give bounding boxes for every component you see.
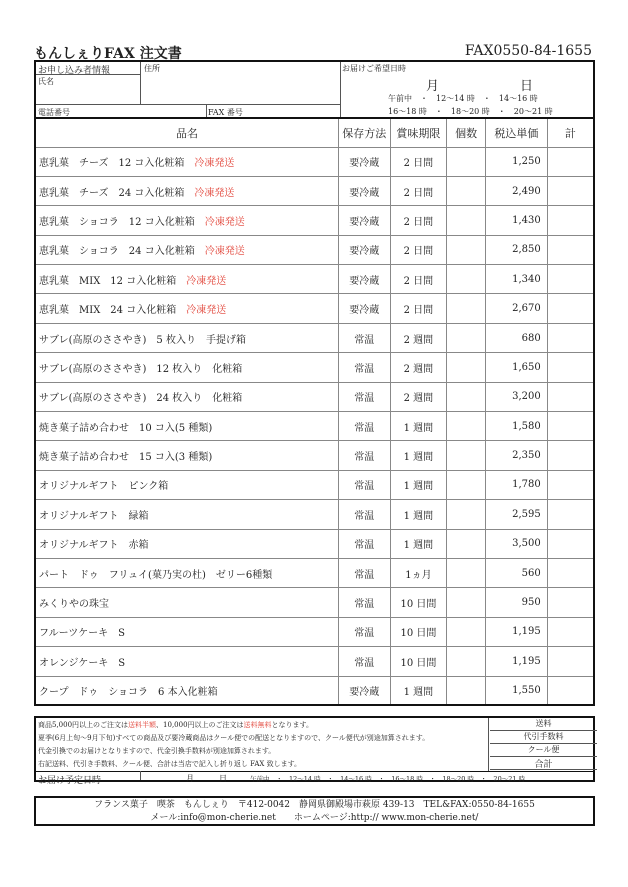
table-row [35, 558, 594, 587]
fee-cool: クール便 [490, 744, 597, 757]
table-row [35, 676, 594, 705]
item-name: 恵乳菓 ショコラ 24 コ入化粧箱 冷凍発送 [35, 235, 338, 264]
fax-number: FAX0550-84-1655 [464, 43, 592, 59]
item-name: オリジナルギフト 緑箱 [35, 500, 338, 529]
item-expiry: 1 週間 [390, 470, 447, 499]
item-price: 2,350 [485, 441, 547, 470]
item-storage: 要冷蔵 [338, 206, 390, 235]
item-total [547, 470, 594, 499]
item-qty[interactable] [447, 206, 486, 235]
item-storage: 常温 [338, 588, 390, 617]
item-expiry: 1 週間 [390, 500, 447, 529]
item-price: 1,780 [485, 470, 547, 499]
item-price: 1,195 [485, 647, 547, 676]
item-storage: 要冷蔵 [338, 294, 390, 323]
delivery-plan-slots[interactable]: 午前中 ・ 12〜14 時 ・ 14〜16 時 ・ 16〜18 時 ・ 18〜20 時 ・ 20〜21 時 [250, 775, 526, 783]
item-storage: 要冷蔵 [338, 235, 390, 264]
item-total [547, 558, 594, 587]
item-total [547, 647, 594, 676]
item-storage: 要冷蔵 [338, 147, 390, 176]
fee-shipping: 送料 [490, 718, 597, 731]
item-expiry: 2 日間 [390, 265, 447, 294]
item-price: 950 [485, 588, 547, 617]
item-price: 1,580 [485, 412, 547, 441]
item-name: 焼き菓子詰め合わせ 15 コ入(3 種類) [35, 441, 338, 470]
address-label: 住所 [144, 64, 160, 73]
month-label: 月 [426, 79, 440, 94]
shop-address: フランス菓子 喫茶 もんしぇり 〒412-0042 静岡県御殿場市萩原 439-13 TEL&FAX:0550-84-1655 [94, 800, 535, 810]
table-row [35, 441, 594, 470]
item-price: 680 [485, 323, 547, 352]
item-price: 1,650 [485, 353, 547, 382]
notes-box [34, 716, 595, 786]
item-name: パート ドゥ フリュイ(菓乃実の杜) ゼリー6種類 [35, 558, 338, 587]
table-row [35, 588, 594, 617]
item-price: 1,250 [485, 147, 547, 176]
item-total [547, 176, 594, 205]
item-shipping-note: 冷凍発送 [186, 305, 227, 317]
item-total [547, 676, 594, 705]
item-price: 560 [485, 558, 547, 587]
item-expiry: 1 週間 [390, 529, 447, 558]
item-qty[interactable] [447, 558, 486, 587]
item-total [547, 206, 594, 235]
item-storage: 常温 [338, 470, 390, 499]
item-name: フルーツケーキ S [35, 617, 338, 646]
delivery-plan-label: お届け予定日時 [38, 776, 102, 786]
delivery-date-label: お届けご希望日時 [342, 64, 406, 73]
item-total [547, 529, 594, 558]
item-price: 1,430 [485, 206, 547, 235]
item-name: サブレ(高原のささやき) 24 枚入り 化粧箱 [35, 382, 338, 411]
item-qty[interactable] [447, 441, 486, 470]
item-storage: 常温 [338, 323, 390, 352]
name-label: 氏名 [38, 77, 54, 86]
item-total [547, 412, 594, 441]
table-row [35, 382, 594, 411]
item-price: 2,490 [485, 176, 547, 205]
table-row [35, 265, 594, 294]
item-name: サブレ(高原のささやき) 5 枚入り 手提げ箱 [35, 323, 338, 352]
item-qty[interactable] [447, 294, 486, 323]
item-qty[interactable] [447, 176, 486, 205]
item-price: 1,550 [485, 676, 547, 705]
item-name: サブレ(高原のささやき) 12 枚入り 化粧箱 [35, 353, 338, 382]
item-total [547, 235, 594, 264]
item-qty[interactable] [447, 323, 486, 352]
note-fax-reply: 右記送料、代引き手数料、クール便、合計は当店で記入し折り返し FAX 致します。 [38, 760, 302, 768]
item-qty[interactable] [447, 676, 486, 705]
item-shipping-note: 冷凍発送 [194, 158, 235, 170]
item-qty[interactable] [447, 617, 486, 646]
col-qty-header: 個数 [447, 118, 486, 147]
item-qty[interactable] [447, 265, 486, 294]
page-title: もんしぇりFAX 注文書 [34, 46, 182, 62]
item-qty[interactable] [447, 588, 486, 617]
shop-contact[interactable]: メール:info@mon-cherie.net ホームページ:http:// www.mon-cherie.net/ [150, 813, 479, 823]
item-expiry: 1 週間 [390, 412, 447, 441]
item-name: 焼き菓子詰め合わせ 10 コ入(5 種類) [35, 412, 338, 441]
item-expiry: 1ヵ月 [390, 558, 447, 587]
item-expiry: 2 日間 [390, 206, 447, 235]
item-storage: 常温 [338, 382, 390, 411]
applicant-info-box [34, 60, 595, 118]
item-total [547, 500, 594, 529]
item-qty[interactable] [447, 235, 486, 264]
time-slots-row1[interactable]: 午前中 ・ 12〜14 時 ・ 14〜16 時 [388, 94, 538, 103]
item-total [547, 147, 594, 176]
fee-cod: 代引手数料 [490, 731, 597, 744]
item-expiry: 1 週間 [390, 441, 447, 470]
table-header [35, 118, 594, 147]
item-total [547, 441, 594, 470]
item-expiry: 10 日間 [390, 647, 447, 676]
table-row [35, 353, 594, 382]
item-price: 3,500 [485, 529, 547, 558]
item-qty[interactable] [447, 470, 486, 499]
item-shipping-note: 冷凍発送 [204, 246, 245, 258]
item-expiry: 2 週間 [390, 323, 447, 352]
item-price: 1,340 [485, 265, 547, 294]
item-price: 2,670 [485, 294, 547, 323]
table-row [35, 470, 594, 499]
item-expiry: 2 日間 [390, 235, 447, 264]
table-row [35, 206, 594, 235]
table-row [35, 235, 594, 264]
item-storage: 常温 [338, 558, 390, 587]
item-qty[interactable] [447, 647, 486, 676]
day-label: 日 [520, 79, 534, 94]
delivery-plan-month[interactable]: 月 [186, 774, 194, 783]
item-expiry: 10 日間 [390, 617, 447, 646]
table-row [35, 147, 594, 176]
product-table [34, 117, 595, 706]
note-summer-cool: 夏季(6月上旬〜9月下旬)すべての商品及び要冷蔵商品はクール便での配送となりますので、クール便代が別途加算されます。 [38, 734, 430, 742]
item-shipping-note: 冷凍発送 [204, 216, 245, 228]
item-shipping-note: 冷凍発送 [186, 275, 227, 287]
item-total [547, 294, 594, 323]
item-total [547, 323, 594, 352]
item-qty[interactable] [447, 147, 486, 176]
item-expiry: 2 週間 [390, 382, 447, 411]
item-shipping-note: 冷凍発送 [194, 187, 235, 199]
table-row [35, 412, 594, 441]
fee-total: 合計 [490, 757, 597, 770]
item-price: 2,850 [485, 235, 547, 264]
item-storage: 常温 [338, 412, 390, 441]
item-name: 恵乳菓 MIX 12 コ入化粧箱 冷凍発送 [35, 265, 338, 294]
col-storage-header: 保存方法 [338, 118, 390, 147]
shop-footer [34, 796, 595, 826]
table-row [35, 176, 594, 205]
col-price-header: 税込単価 [485, 118, 547, 147]
item-storage: 常温 [338, 500, 390, 529]
item-storage: 常温 [338, 353, 390, 382]
item-name: 恵乳菓 ショコラ 12 コ入化粧箱 冷凍発送 [35, 206, 338, 235]
table-row [35, 647, 594, 676]
item-name: オリジナルギフト 赤箱 [35, 529, 338, 558]
item-qty[interactable] [447, 529, 486, 558]
col-name-header: 品名 [35, 118, 338, 147]
table-row [35, 500, 594, 529]
item-storage: 常温 [338, 529, 390, 558]
item-storage: 常温 [338, 647, 390, 676]
item-name: クープ ドゥ ショコラ 6 本入化粧箱 [35, 676, 338, 705]
item-storage: 常温 [338, 441, 390, 470]
time-slots-row2[interactable]: 16〜18 時 ・ 18〜20 時 ・ 20〜21 時 [388, 107, 553, 116]
item-expiry: 10 日間 [390, 588, 447, 617]
item-total [547, 617, 594, 646]
delivery-plan-day[interactable]: 日 [219, 774, 227, 783]
item-name: オレンジケーキ S [35, 647, 338, 676]
item-expiry: 1 週間 [390, 676, 447, 705]
item-total [547, 265, 594, 294]
item-price: 1,195 [485, 617, 547, 646]
table-row [35, 323, 594, 352]
item-name: 恵乳菓 チーズ 12 コ入化粧箱 冷凍発送 [35, 147, 338, 176]
item-expiry: 2 週間 [390, 353, 447, 382]
item-qty[interactable] [447, 353, 486, 382]
table-row [35, 617, 594, 646]
fax-no-label[interactable]: FAX 番号 [208, 108, 243, 117]
item-name: みくりやの珠宝 [35, 588, 338, 617]
item-price: 3,200 [485, 382, 547, 411]
item-name: 恵乳菓 MIX 24 コ入化粧箱 冷凍発送 [35, 294, 338, 323]
applicant-info-label: お申し込み者情報 [38, 66, 111, 76]
col-expiry-header: 賞味期限 [390, 118, 447, 147]
item-total [547, 588, 594, 617]
item-name: 恵乳菓 チーズ 24 コ入化粧箱 冷凍発送 [35, 176, 338, 205]
note-cod: 代金引換でのお届けとなりますので、代金引換手数料が別途加算されます。 [38, 747, 276, 755]
phone-label[interactable]: 電話番号 [38, 108, 70, 117]
item-storage: 常温 [338, 617, 390, 646]
item-expiry: 2 日間 [390, 294, 447, 323]
item-expiry: 2 日間 [390, 147, 447, 176]
item-storage: 要冷蔵 [338, 676, 390, 705]
item-price: 2,595 [485, 500, 547, 529]
item-expiry: 2 日間 [390, 176, 447, 205]
item-qty[interactable] [447, 500, 486, 529]
item-total [547, 353, 594, 382]
item-total [547, 382, 594, 411]
item-qty[interactable] [447, 412, 486, 441]
table-row [35, 529, 594, 558]
note-shipping-discount: 商品5,000円以上のご注文は送料半額、10,000円以上のご注文は送料無料となります。 [38, 721, 313, 729]
item-name: オリジナルギフト ピンク箱 [35, 470, 338, 499]
item-qty[interactable] [447, 382, 486, 411]
table-row [35, 294, 594, 323]
item-storage: 要冷蔵 [338, 265, 390, 294]
item-storage: 要冷蔵 [338, 176, 390, 205]
col-total-header: 計 [547, 118, 594, 147]
